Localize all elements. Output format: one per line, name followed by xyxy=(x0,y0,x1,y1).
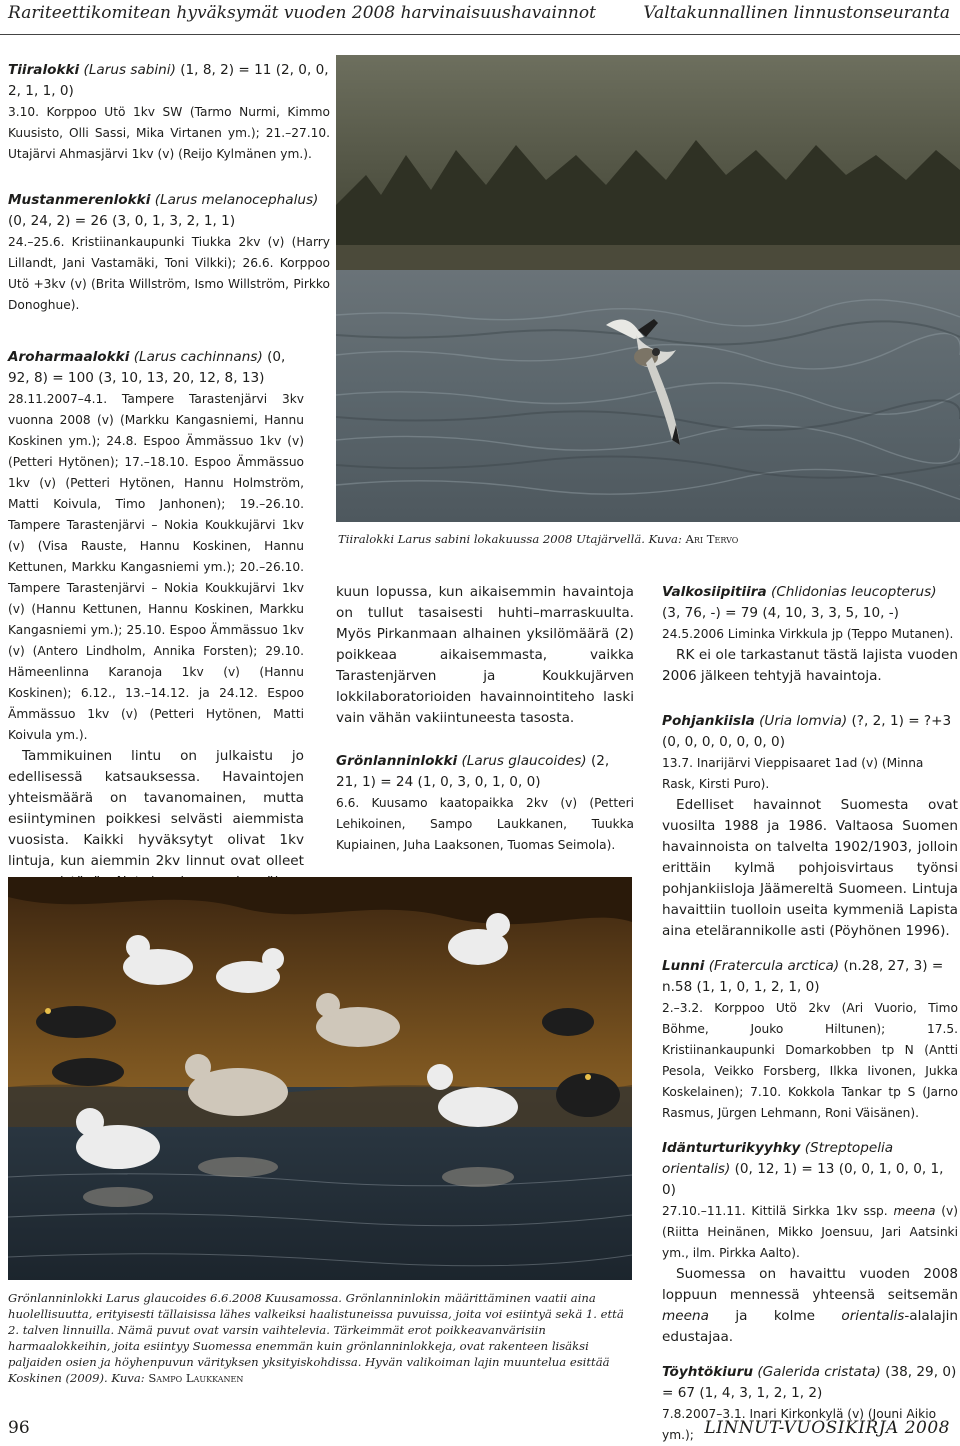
column-3 xyxy=(662,582,958,1446)
observations: 28.11.2007–4.1. Tampere Tarastenjärvi 3kv vuonna 2008 (v) (Markku Kangasniemi, Hannu Koskinen ym.); 24.8. Espoo Ämmässuo 1kv (v) (Petteri Hytönen); 17.–18.10. Espoo Ämmässuo 1kv (v) (Petteri Hytönen, Hannu Holmström, Matti Koivula, Timo Janhonen); 19.–26.10. Tampere Tarastenjärvi – Nokia Koukkujärvi 1kv (v) (Visa Rauste, Hannu Koskinen, Hannu Kettunen, Markku Kangasniemi ym.); 20.–26.10. Tampere Tarastenjärvi – Nokia Koukkujärvi 1kv (v) (Hannu Kettunen, Hannu Koskinen, Markku Kangasniemi ym.); 25.10. Espoo Ämmässuo 1kv (v) (Antero Lindholm, Annika Forsten); 29.10. Hämeenlinna Karanoja 1kv (v) (Hannu Koskinen); 6.12., 13.–14.12. ja 24.12. Espoo Ämmässuo 1kv (v) (Petteri Hytönen, Matti Koivula ym.). xyxy=(8,392,304,742)
species-counts: (n.28, 27, 3) = n.58 (1, 1, 0, 1, 2, 1, 0) xyxy=(662,958,944,995)
paragraph: Edelliset havainnot Suomesta ovat vuosilta 1988 ja 1986. Valtaosa Suomen havainnoista on talvelta 1902/1903, jolloin erittäin kylmä pohjoisvirtaus työnsi pohjankiisloja Jäämereltä Suomeen. Lintuja havaittiin tuolloin useita kymmeniä Lapista aina etelärannikolle asti (Pöyhönen 1996). xyxy=(662,797,958,939)
caption-text: Tiiralokki Larus sabini lokakuussa 2008 Utajärvellä. Kuva: xyxy=(338,532,686,546)
species-latin: (Fratercula arctica) xyxy=(708,958,840,974)
paragraph-part: -alalajin edustajaa. xyxy=(662,1308,958,1345)
species-latin: (Streptopelia orientalis) xyxy=(662,1140,894,1177)
entry-aroharmaalokki xyxy=(8,347,304,914)
observations-part: (v) (Riitta Heinänen, Mikko Joensuu, Jari Aatsinki ym., ilm. Pirkka Aalto). xyxy=(662,1204,958,1260)
species-name: Lunni xyxy=(662,958,705,974)
observations: 2.–3.2. Korppoo Utö 2kv (Ari Vuorio, Timo Böhme, Jouko Hiltunen); 17.5. Kristiinankaupunki Domarkobben tp N (Antti Pesola, Veikko Forsberg, Ilkka Iivonen, Jukka Koskelainen); 7.10. Kokkola Tankar tp S (Jarno Rasmus, Jürgen Lehmann, Roni Väisänen). xyxy=(662,1001,958,1120)
species-latin: (Uria lomvia) xyxy=(759,713,848,729)
photo-tiiralokki xyxy=(336,55,960,522)
photo-tiiralokki-image xyxy=(336,55,960,522)
photo-gronlanninlokki-caption xyxy=(8,1290,630,1386)
observations: 7.8.2007–3.1. Inari Kirkonkylä (v) (Jouni Aikio ym.); xyxy=(662,1407,937,1442)
paragraph xyxy=(662,1264,958,1348)
species-counts: (0, 12, 1) = 13 (0, 0, 1, 0, 0, 1, 0) xyxy=(662,1161,944,1198)
species-name: Idänturturikyyhky xyxy=(662,1140,801,1156)
species-counts: (3, 76, -) = 79 (4, 10, 3, 3, 5, 10, -) xyxy=(662,605,899,621)
caption-credit: Ari Tervo xyxy=(685,532,739,546)
observations: 3.10. Korppoo Utö 1kv SW (Tarmo Nurmi, Kimmo Kuusisto, Olli Sassi, Mika Virtanen ym.); 21.–27.10. Utajärvi Ahmasjärvi 1kv (v) (Reijo Kylmänen ym.). xyxy=(8,105,330,161)
subspecies-name: meena xyxy=(662,1308,709,1324)
observations: 24.–25.6. Kristiinankaupunki Tiukka 2kv (v) (Harry Lillandt, Jani Vastamäki, Toni Vilkki); 26.6. Korppoo Utö +3kv (v) (Brita Willström, Ismo Willström, Pirkko Donoghue). xyxy=(8,235,330,312)
paragraph: kuun lopussa, kun aikaisemmin havaintoja on tullut tasaisesti huhti–marraskuulta. Myös Pirkanmaan alhainen yksilömäärä (2) poikkeaa aikaisemmasta, vaikka Tarastenjärven ja Koukkujärven lokkilaboratorioiden havainnointiteho laski vain vähän vakiintuneesta tasosta. xyxy=(336,584,634,726)
species-name: Tiiralokki xyxy=(8,62,80,78)
publication-title: LINNUT-VUOSIKIRJA 2008 xyxy=(704,1418,950,1438)
caption-text: Grönlanninlokki Larus glaucoides 6.6.2008 Kuusamossa. Grönlanninlokin määrittäminen vaatii aina huolellisuutta, erityisesti tällaisissa lähes valkeiksi haalistuneissa puvuissa, joita voi esiintyä sekä 1. että 2. talven linnuilla. Nämä puvut ovat varsin vaihtelevia. Tärkeimmät erot poikkeavanvärisiin harmaalokkeihin, joita esiintyy Suomessa enemmän kuin grönlanninlokkeja, ovat rakenteen lisäksi paljaiden osien ja höyhenpuvun värityksen yksityiskohdissa. Hyvän valikoiman lajin muuntelua esittää Koskinen (2009). Kuva: xyxy=(8,1291,624,1385)
species-latin: (Chlidonias leucopterus) xyxy=(771,584,937,600)
page-number: 96 xyxy=(8,1418,30,1438)
subspecies-name: meena xyxy=(893,1204,936,1218)
species-counts: (2, 21, 1) = 24 (1, 0, 3, 0, 1, 0, 0) xyxy=(336,753,610,790)
species-name: Valkosiipitiira xyxy=(662,584,767,600)
header-rule xyxy=(0,34,960,35)
column-2 xyxy=(336,582,634,856)
observations: 13.7. Inarijärvi Vieppisaaret 1ad (v) (Minna Rask, Kirsti Puro). xyxy=(662,756,924,791)
species-latin: (Larus cachinnans) xyxy=(133,349,263,365)
observations: 24.5.2006 Liminka Virkkula jp (Teppo Mutanen). xyxy=(662,627,954,641)
species-counts: (1, 8, 2) = 11 (2, 0, 0, 2, 1, 1, 0) xyxy=(8,62,329,99)
species-latin: (Larus glaucoides) xyxy=(461,753,587,769)
species-latin: (Larus melanocephalus) xyxy=(154,192,319,208)
species-name: Töyhtökiuru xyxy=(662,1364,753,1380)
entry-mustanmerenlokki xyxy=(8,190,330,316)
photo-gronlanninlokki xyxy=(8,877,632,1280)
species-name: Aroharmaalokki xyxy=(8,349,130,365)
running-header-left: Rariteettikomitean hyväksymät vuoden 2008 harvinaisuushavainnot xyxy=(8,3,596,23)
paragraph: RK ei ole tarkastanut tästä lajista vuoden 2006 jälkeen tehtyjä havaintoja. xyxy=(662,647,958,684)
photo-tiiralokki-caption xyxy=(338,531,958,547)
paragraph-part: Suomessa on havaittu vuoden 2008 loppuun mennessä yhteensä seitsemän xyxy=(662,1266,958,1303)
species-latin: (Galerida cristata) xyxy=(757,1364,881,1380)
species-counts: (0, 92, 8) = 100 (3, 10, 13, 20, 12, 8, 13) xyxy=(8,349,286,386)
observations-part: 27.10.–11.11. Kittilä Sirkka 1kv ssp. xyxy=(662,1204,894,1218)
subspecies-name: orientalis xyxy=(841,1308,905,1324)
species-counts: (0, 24, 2) = 26 (3, 0, 1, 3, 2, 1, 1) xyxy=(8,213,236,229)
species-counts: (38, 29, 0) = 67 (1, 4, 3, 1, 2, 1, 2) xyxy=(662,1364,957,1401)
photo-gronlanninlokki-image xyxy=(8,877,632,1280)
species-name: Grönlanninlokki xyxy=(336,753,458,769)
species-name: Pohjankiisla xyxy=(662,713,755,729)
running-header-right: Valtakunnallinen linnustonseuranta xyxy=(643,3,950,23)
paragraph-part: ja kolme xyxy=(735,1308,842,1324)
species-counts: (?, 2, 1) = ?+3 (0, 0, 0, 0, 0, 0, 0) xyxy=(662,713,952,750)
species-latin: (Larus sabini) xyxy=(83,62,176,78)
paragraph: Tammikuinen lintu on julkaistu jo edellisessä katsauksessa. Havaintojen yhteismäärä on tavanomainen, mutta esiintyminen poikkesi selvästi aiemmista vuosista. Kaikki hyväksytyt olivat 1kv lintuja, kun aiemmin 2kv linnut ovat olleet xyxy=(8,748,304,869)
observations xyxy=(662,1201,958,1264)
species-name: Mustanmerenlokki xyxy=(8,192,151,208)
entry-tiiralokki xyxy=(8,60,330,165)
observations: 6.6. Kuusamo kaatopaikka 2kv (v) (Petteri Lehikoinen, Sampo Laukkanen, Tuukka Kupiainen, Juha Laaksonen, Tuomas Seimola). xyxy=(336,796,634,852)
caption-credit: Sampo Laukkanen xyxy=(148,1371,244,1385)
